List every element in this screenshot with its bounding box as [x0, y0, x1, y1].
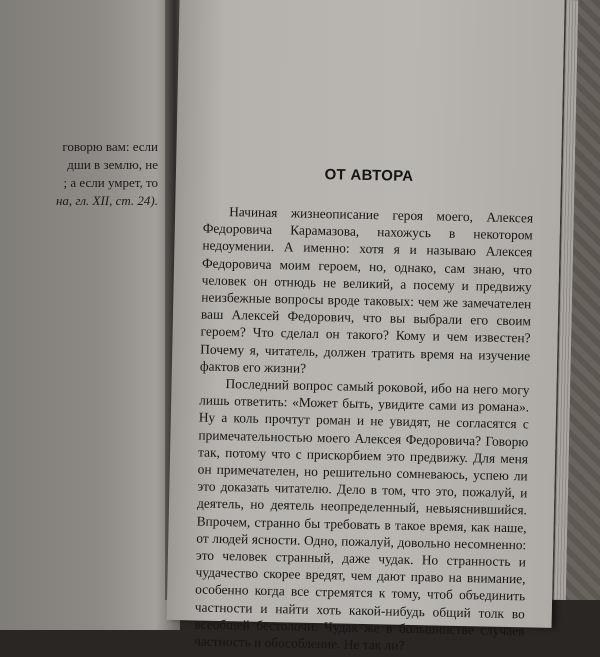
chapter-heading: ОТ АВТОРА [324, 166, 414, 185]
left-page [0, 0, 180, 630]
left-line-3: ; а если умрет, то [63, 175, 158, 190]
paragraph-2: Последний вопрос самый роковой, ибо на него могу лишь ответить: «Может быть, увидите сами из романа». Ну а коль прочтут роман и не увидят, не согласятся с примечательностью моего Алексея Федоровича? Говорю так, потому что с прискорбием это предвижу. Для меня он примечателен, но решительно сомневаюсь, успею ли это доказать читателю. Дело в том, что это, пожалуй, и деятель, но деятель неопределенный, невыяснившийся. Впрочем, странно бы требовать в такое время, как наше, от людей ясности. Одно, пожалуй, довольно несомненно: это человек странный, даже чудак. Но странность и чудачество скорее вредят, чем дают право на внимание, особенно когда все стремятся к тому, чтоб объединить частности и найти хоть какой-нибудь общий толк во всеобщей бестолочи. Чудак же в большинстве случаев частность и обособление. Не так ли? [194, 376, 530, 653]
left-line-1: говорю вам: если [62, 139, 158, 154]
left-reference: на, гл. XII, ст. 24). [55, 193, 158, 208]
left-page-text [0, 138, 180, 210]
page-content [194, 164, 534, 657]
paragraph-1: Начиная жизнеописание героя моего, Алексея Федоровича Карамазова, нахожусь в некотором недоумении. А именно: хотя я и называю Алексея Федоровича моим героем, но, однако, сам знаю, что человек он отнюдь не великий, а посему и предвижу неизбежные вопросы вроде таковых: чем же замечателен ваш Алексей Федорович, что вы выбрали его своим героем? Что сделал он такого? Кому и чем известен? Почему я, читатель, должен тратить время на изучение фактов его жизни? [199, 204, 534, 376]
right-page [167, 0, 565, 653]
left-line-2: дши в землю, не [67, 157, 158, 172]
